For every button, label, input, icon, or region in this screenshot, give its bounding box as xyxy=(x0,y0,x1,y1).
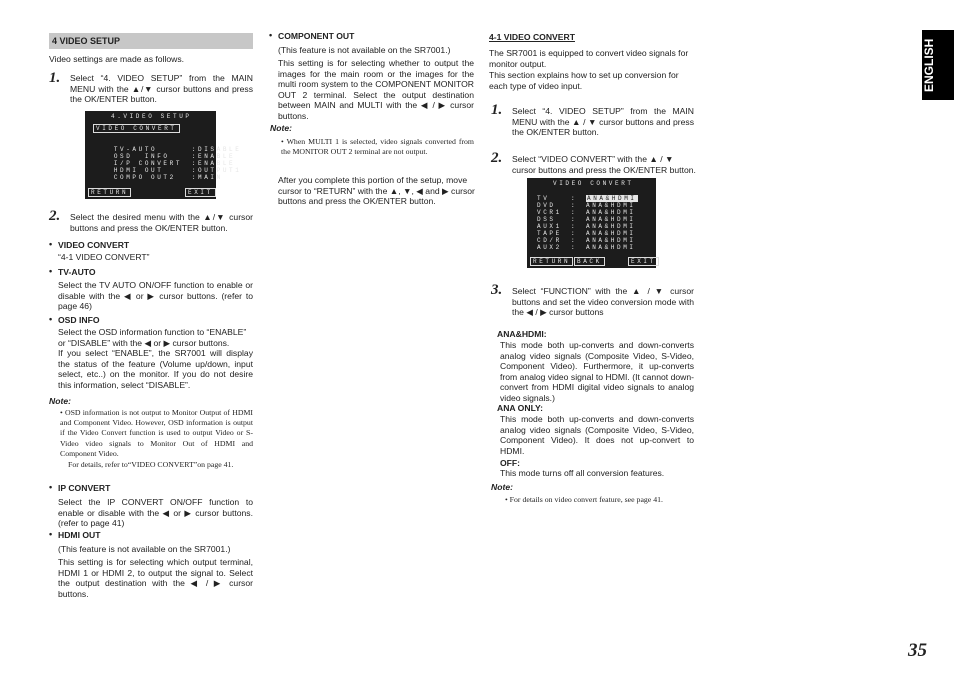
step-number: 1. xyxy=(49,70,61,86)
item-text: Select the OSD information function to “ENABLE” or “DISABLE” with the ◀ or ▶ cursor buttons. xyxy=(58,327,247,348)
screen-row-value: ANA&HDMI xyxy=(586,223,636,230)
screen-row-value: ANA&HDMI xyxy=(586,237,636,244)
note-text: For details, refer to“VIDEO CONVERT”on page 41. xyxy=(68,460,234,469)
mode-heading: ANA&HDMI: xyxy=(497,329,547,339)
step-number: 2. xyxy=(49,208,61,224)
item-heading: • COMPONENT OUT xyxy=(278,31,354,42)
screen-row-label: I/P CONVERT xyxy=(113,160,183,167)
screen-exit-button: EXIT xyxy=(185,188,216,197)
mode-text: This mode both up-converts and down-converts analog video signals (Composite Video, S-Video, Component Video). Furthermore, it up-converts from analog video signal to HDMI. (It cannot down-convert from HDMI digital video signals to analog video signals.) xyxy=(500,340,694,403)
screen-subtitle: VIDEO CONVERT xyxy=(93,124,180,133)
screen-row-label: TV-AUTO xyxy=(113,146,158,153)
paragraph: After you complete this portion of the setup, move cursor to “RETURN” with the ▲, ▼, ◀ and ▶ cursor buttons and press the OK/ENTER button. xyxy=(278,175,475,207)
step-number: 1. xyxy=(491,102,503,118)
screen-row-value: ANA&HDMI xyxy=(586,244,636,251)
item-heading: • TV-AUTO xyxy=(58,267,96,278)
screen-row-value: :DISABLE xyxy=(191,146,242,153)
item-text: Select the IP CONVERT ON/OFF function to enable or disable with the ◀ or ▶ cursor buttons. (refer to page 41) xyxy=(58,497,253,529)
section-title-text: 4 VIDEO SETUP xyxy=(52,36,121,46)
item-heading: • OSD INFO xyxy=(58,315,100,326)
item-heading: • HDMI OUT xyxy=(58,530,101,541)
language-tab-label: ENGLISH xyxy=(922,38,936,92)
screen-row-label: COMPO OUT2 xyxy=(113,174,176,181)
note-text: • For details on video convert feature, see page 41. xyxy=(505,495,663,504)
item-text: If you select “ENABLE”, the SR7001 will display the status of the feature (Volume up/down, input select, etc..) on the monitor. If you do not desire this information, select “DISABLE”. xyxy=(58,348,253,390)
item-text: (This feature is not available on the SR7001.) xyxy=(278,45,451,55)
section-title xyxy=(49,33,253,49)
note-label: Note: xyxy=(491,482,513,492)
step-text: Select “FUNCTION” with the ▲ / ▼ cursor buttons and set the video conversion mode with the ◀ / ▶ cursor buttons xyxy=(512,286,694,318)
item-heading: • VIDEO CONVERT xyxy=(58,240,129,251)
item-text: (This feature is not available on the SR7001.) xyxy=(58,544,231,554)
screen-row-value: ANA&HDMI xyxy=(586,209,636,216)
screen-row-value: ANA&HDMI xyxy=(586,216,636,223)
step-text: Select the desired menu with the ▲/▼ cursor buttons and press the OK/ENTER button. xyxy=(70,212,253,233)
page-number: 35 xyxy=(908,640,927,661)
item-text: This setting is for selecting which output terminal, HDMI 1 or HDMI 2, to output the signal to. Select the output destination with the ◀ / ▶ cursor buttons. xyxy=(58,557,253,599)
mode-text: This mode turns off all conversion features. xyxy=(500,468,665,478)
step-text: Select “VIDEO CONVERT” with the ▲ / ▼ cursor buttons and press the OK/ENTER button. xyxy=(512,154,696,175)
screen-row-value: ANA&HDMI xyxy=(586,230,636,237)
screen-row-label: CD/R xyxy=(537,237,562,244)
screen-row-label: DVD xyxy=(537,202,556,209)
step-number: 2. xyxy=(491,150,503,166)
note-label: Note: xyxy=(270,123,292,133)
screen-row-label: DSS xyxy=(537,216,556,223)
osd-screen-video-convert: VIDEO CONVERT TV : ANA&HDMI DVD : ANA&HDMI VCR1 : ANA&HDMI DSS : ANA&HDMI AUX1 : ANA&HDMI TAPE : ANA&HDMI CD/R : ANA&HDMI AUX2 : ANA&HDMI RETURN BACK EXIT xyxy=(527,178,656,268)
step-text: Select “4. VIDEO SETUP” from the MAIN MENU with the ▲ / ▼ cursor buttons and press the OK/ENTER button. xyxy=(512,106,694,138)
screen-row-value: :MAIN xyxy=(191,174,223,181)
item-text: Select the TV AUTO ON/OFF function to enable or disable with the ◀ or ▶ cursor buttons. (refer to page 46) xyxy=(58,280,253,312)
subsection-heading: 4-1 VIDEO CONVERT xyxy=(489,32,575,42)
screen-row-label: AUX1 xyxy=(537,223,562,230)
mode-text: This mode both up-converts and down-converts analog video signals (Composite Video, S-Video, Component Video). It does not up-convert to HDMI. xyxy=(500,414,694,456)
screen-row-label: VCR1 xyxy=(537,209,562,216)
mode-heading: OFF: xyxy=(500,458,521,468)
language-tab xyxy=(922,30,954,100)
mode-heading: ANA ONLY: xyxy=(497,403,543,413)
screen-row-value: ANA&HDMI xyxy=(586,202,636,209)
screen-title: VIDEO CONVERT xyxy=(553,180,634,187)
step-text: Select “4. VIDEO SETUP” from the MAIN MENU with the ▲/▼ cursor buttons and press the OK/ENTER button. xyxy=(70,73,253,105)
osd-screen-video-setup xyxy=(85,111,242,199)
screen-row-value: :ENABLE xyxy=(191,153,236,160)
screen-row-label: AUX2 xyxy=(537,244,562,251)
screen-return-button: RETURN xyxy=(88,188,131,197)
item-text: This setting is for selecting whether to output the images for the main room or the images for the multi room system to the COMPONENT MONITOR OUT 2 terminal. Select the output destination between MAIN and MULTI with the ◀ / ▶ cursor buttons. xyxy=(278,58,474,121)
screen-return-button: RETURN xyxy=(530,257,573,266)
screen-back-button: BACK xyxy=(574,257,605,266)
screen-row-value: ANA&HDMI xyxy=(587,195,637,202)
screen-exit-button: EXIT xyxy=(628,257,659,266)
item-text: “4-1 VIDEO CONVERT” xyxy=(58,252,150,262)
intro-text: Video settings are made as follows. xyxy=(49,54,185,64)
screen-row-value: :ENABLE xyxy=(191,160,236,167)
screen-row-label: OSD INFO xyxy=(113,153,170,160)
screen-row-label: TV xyxy=(537,195,550,202)
note-text: • OSD information is not output to Monitor Output of HDMI and Component Video. However, OSD information is output if the Video Convert function is used to output Video or S-Video video signals to Monitor Out of HDMI and Component Video. xyxy=(60,408,253,458)
screen-title: 4.VIDEO SETUP xyxy=(111,113,192,120)
screen-row-label: TAPE xyxy=(537,230,562,237)
note-text: • When MULTI 1 is selected, video signals converted from the MONITOR OUT 2 terminal are not output. xyxy=(281,137,474,157)
item-heading: • IP CONVERT xyxy=(58,483,110,494)
step-number: 3. xyxy=(491,282,503,298)
paragraph: This section explains how to set up conversion for each type of video input. xyxy=(489,70,679,91)
note-label: Note: xyxy=(49,396,71,406)
screen-row-label: HDMI OUT xyxy=(113,167,164,174)
paragraph: The SR7001 is equipped to convert video signals for monitor output. xyxy=(489,48,689,69)
screen-row-value: :OUTPUT1 xyxy=(191,167,242,174)
